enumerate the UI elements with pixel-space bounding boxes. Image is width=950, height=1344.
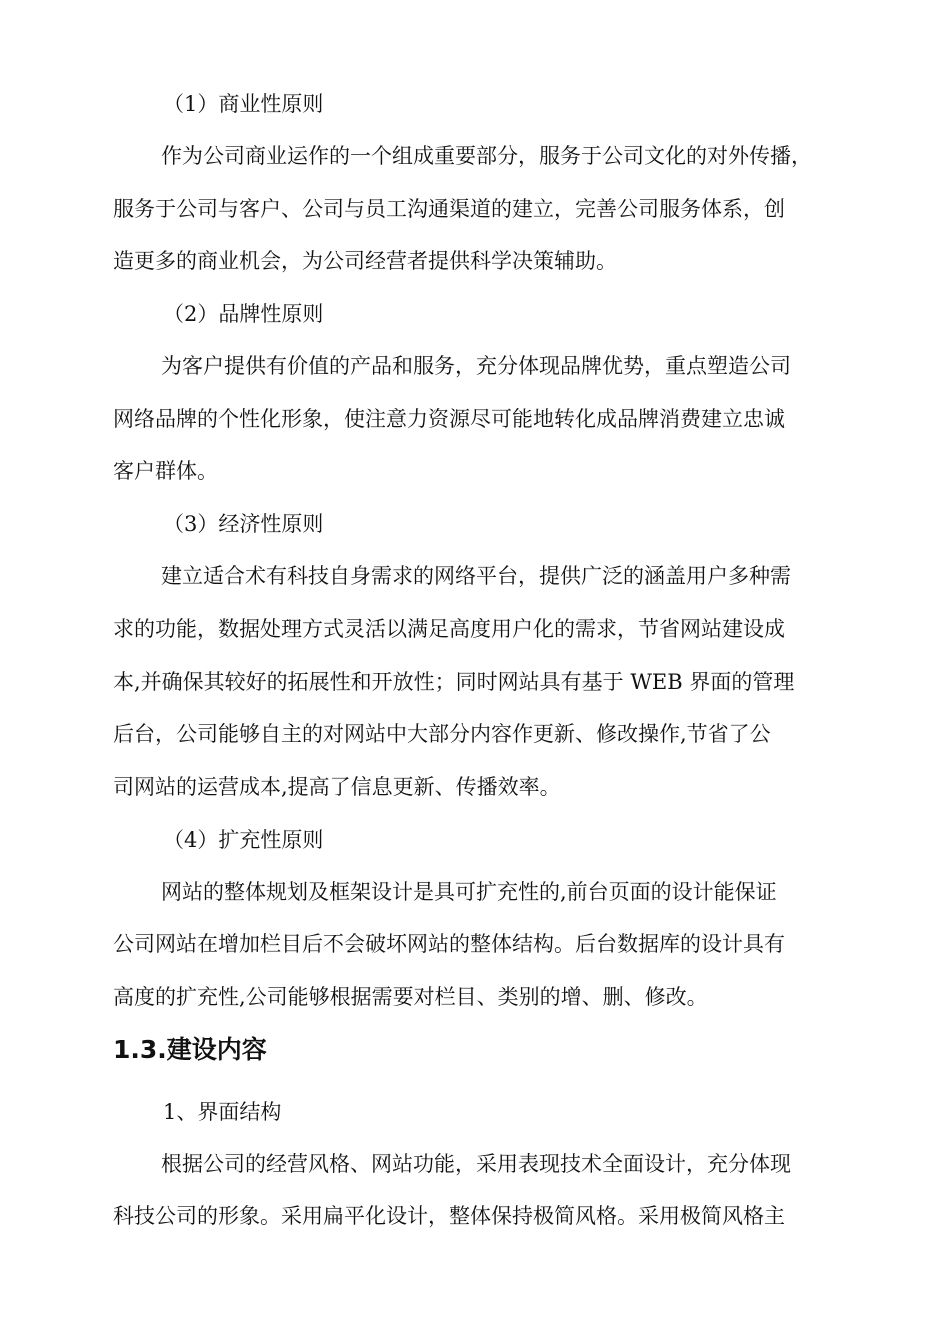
subsection-title-interface: 1、界面结构: [163, 1099, 282, 1124]
paragraph-line: 网络品牌的个性化形象，使注意力资源尽可能地转化成品牌消费建立忠诚: [113, 406, 785, 431]
paragraph-line: 后台，公司能够自主的对网站中大部分内容作更新、修改操作,节省了公: [113, 722, 771, 747]
paragraph-line: 服务于公司与客户、公司与员工沟通渠道的建立，完善公司服务体系，创: [113, 196, 785, 221]
paragraph-line: 本,并确保其较好的拓展性和开放性；同时网站具有基于 WEB 界面的管理: [113, 669, 795, 694]
subsection-title-commercial: （1）商业性原则: [163, 92, 324, 116]
paragraph-line: 造更多的商业机会，为公司经营者提供科学决策辅助。: [113, 249, 617, 274]
paragraph-line: 高度的扩充性,公司能够根据需要对栏目、类别的增、删、修改。: [113, 984, 708, 1009]
paragraph-line: 网站的整体规划及框架设计是具可扩充性的,前台页面的设计能保证: [161, 879, 777, 904]
document-page: [113, 78, 843, 1243]
paragraph-line: 作为公司商业运作的一个组成重要部分，服务于公司文化的对外传播，: [161, 144, 812, 168]
subsection-title-economic: （3）经济性原则: [163, 512, 324, 537]
paragraph-line: 司网站的运营成本,提高了信息更新、传播效率。: [113, 774, 561, 799]
paragraph-interface: [113, 1138, 843, 1243]
paragraph-brand: [113, 340, 843, 498]
paragraph-scalability: [113, 866, 843, 1024]
paragraph-line: 根据公司的经营风格、网站功能，采用表现技术全面设计，充分体现: [161, 1151, 791, 1176]
paragraph-line: 科技公司的形象。采用扁平化设计，整体保持极简风格。采用极简风格主: [113, 1204, 785, 1229]
paragraph-line: 公司网站在增加栏目后不会破坏网站的整体结构。后台数据库的设计具有: [113, 932, 785, 957]
paragraph-economic: [113, 550, 843, 813]
subsection-title-brand: （2）品牌性原则: [163, 302, 324, 327]
paragraph-line: 为客户提供有价值的产品和服务，充分体现品牌优势，重点塑造公司: [161, 354, 791, 379]
section-heading: 1.3.建设内容: [113, 1034, 267, 1064]
subsection-title-scalability: （4）扩充性原则: [163, 827, 324, 852]
paragraph-line: 建立适合术有科技自身需求的网络平台，提供广泛的涵盖用户多种需: [161, 564, 791, 589]
paragraph-commercial: [113, 130, 843, 288]
paragraph-line: 客户群体。: [113, 459, 218, 484]
paragraph-line: 求的功能，数据处理方式灵活以满足高度用户化的需求，节省网站建设成: [113, 616, 785, 641]
